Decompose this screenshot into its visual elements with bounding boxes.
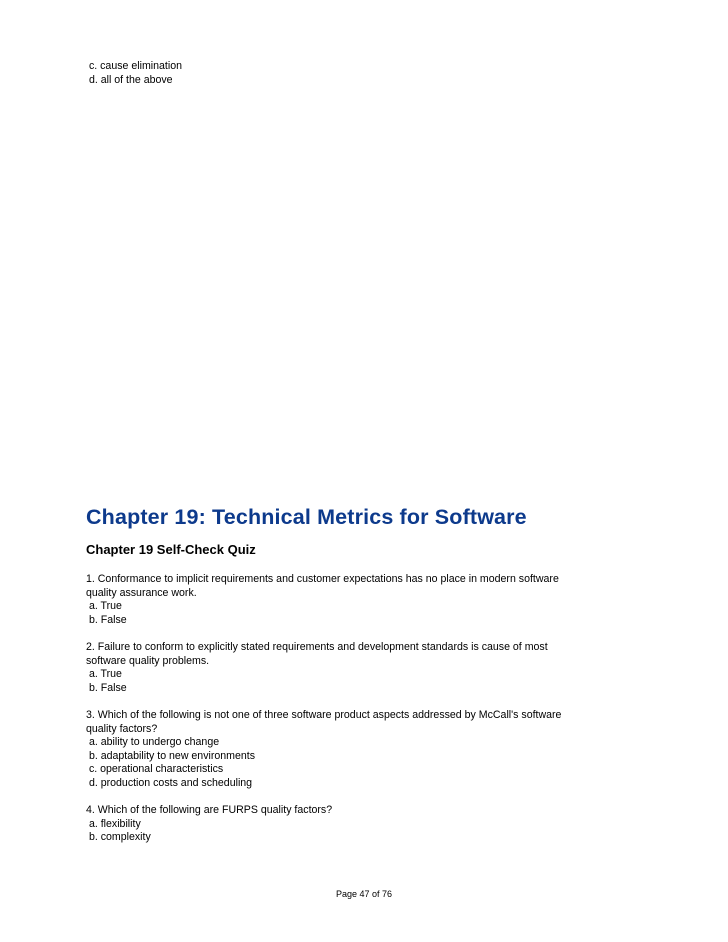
question-text: 3. Which of the following is not one of three software product aspects addressed by McCall's software — [86, 708, 562, 721]
question-text: software quality problems. — [86, 654, 210, 667]
answer-option: d. all of the above — [86, 73, 173, 86]
quiz-heading: Chapter 19 Self-Check Quiz — [86, 542, 256, 557]
answer-option: d. production costs and scheduling — [86, 776, 253, 789]
question-4 — [86, 804, 646, 845]
answer-option: c. cause elimination — [86, 60, 182, 72]
answer-option: a. ability to undergo change — [86, 736, 220, 749]
question-1 — [86, 573, 646, 627]
question-text: 1. Conformance to implicit requirements and customer expectations has no place in modern software — [86, 573, 559, 585]
question-text: 2. Failure to conform to explicitly stated requirements and development standards is cause of most — [86, 640, 548, 653]
answer-option: a. flexibility — [86, 817, 141, 830]
question-text: quality factors? — [86, 722, 158, 735]
answer-option: c. operational characteristics — [86, 763, 224, 776]
carryover-options — [86, 60, 182, 87]
chapter-title: Chapter 19: Technical Metrics for Software — [86, 505, 527, 529]
question-list — [86, 573, 646, 858]
page-number: Page 47 of 76 — [335, 889, 393, 899]
answer-option: a. True — [86, 668, 122, 681]
question-3 — [86, 709, 646, 791]
question-2 — [86, 641, 646, 695]
answer-option: b. False — [86, 681, 127, 694]
question-text: quality assurance work. — [86, 586, 197, 599]
answer-option: b. False — [86, 613, 127, 626]
answer-option: a. True — [86, 600, 122, 613]
answer-option: b. complexity — [86, 831, 151, 844]
question-text: 4. Which of the following are FURPS quality factors? — [86, 804, 333, 817]
answer-option: b. adaptability to new environments — [86, 749, 256, 762]
